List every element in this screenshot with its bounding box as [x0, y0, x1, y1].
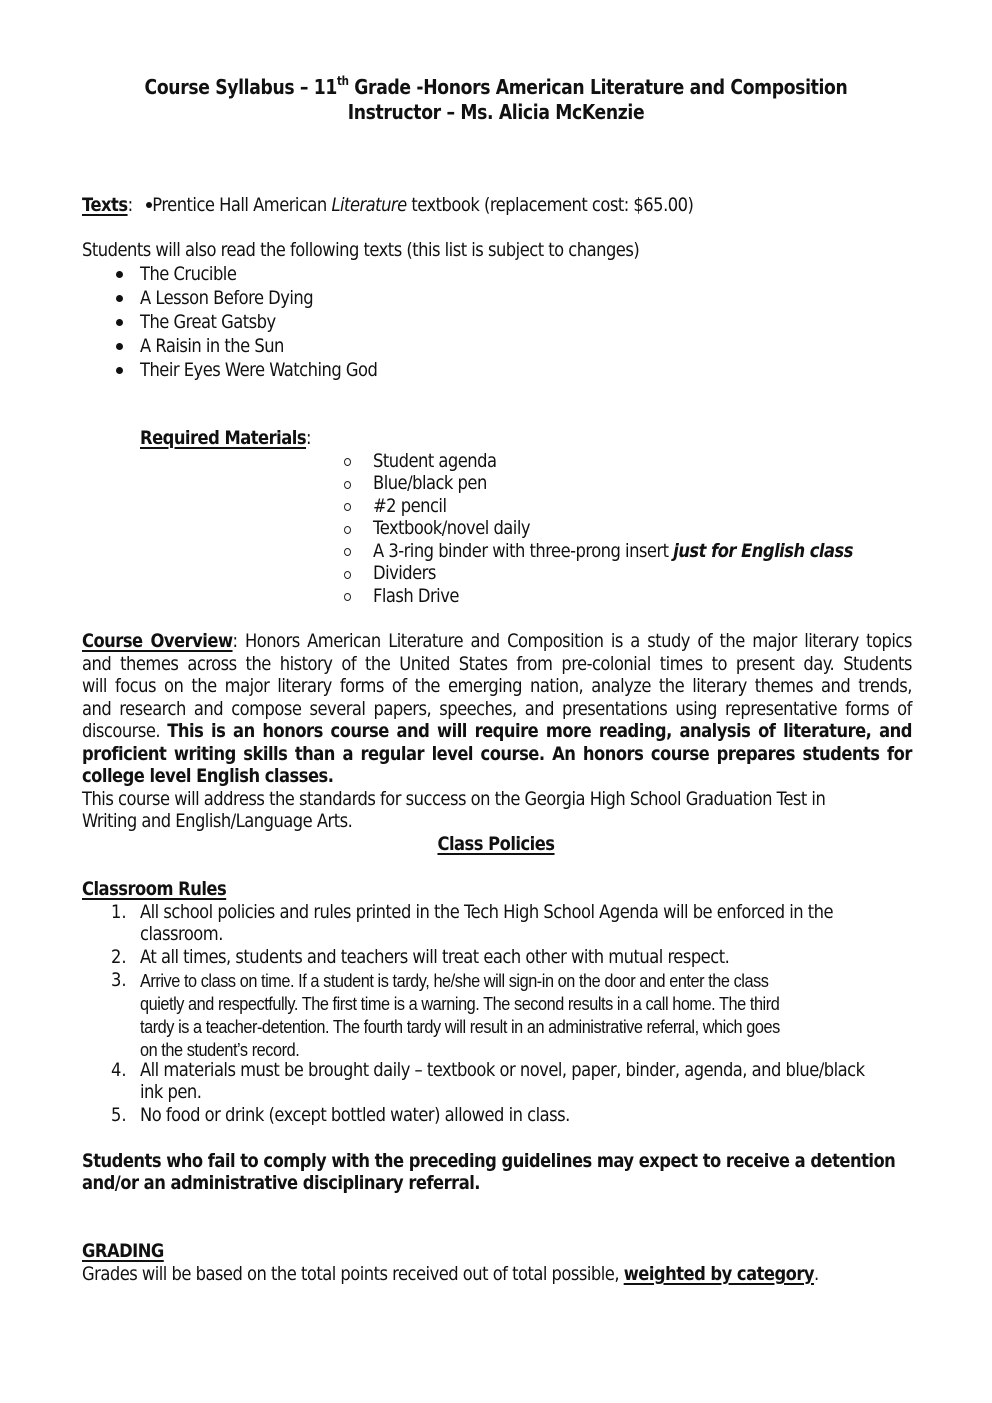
standards-line: This course will address the standards for success on the Georgia High School Graduation Test in — [82, 788, 826, 810]
rule-text: No food or drink (except bottled water) allowed in class. — [140, 1104, 570, 1126]
reading-list-item: A Lesson Before Dying — [140, 287, 314, 309]
grading-emphasis: weighted by category — [623, 1263, 815, 1285]
reading-list-item: The Great Gatsby — [140, 311, 276, 333]
rule-text: Arrive to class on time. If a student is tardy, he/she will sign-in on the door and enter the class — [140, 970, 769, 991]
rule-text: classroom. — [140, 923, 223, 945]
materials-item: Student agenda — [373, 450, 497, 472]
warning-line: and/or an administrative disciplinary referral. — [82, 1172, 480, 1194]
bullet-icon — [116, 271, 123, 278]
rule-text: tardy is a teacher-detention. The fourth tardy will result in an administrative referral, which goes — [140, 1016, 780, 1037]
materials-item: Blue/black pen — [373, 472, 487, 494]
rule-text: on the student’s record. — [140, 1039, 300, 1060]
title-superscript: th — [337, 74, 349, 88]
overview-text: discourse. — [82, 720, 168, 742]
materials-item: Flash Drive — [373, 585, 459, 607]
textbook-italic: Literature — [331, 194, 407, 216]
rule-number: 3. — [111, 969, 127, 991]
materials-heading — [140, 427, 311, 450]
textbook-name: Prentice Hall American — [152, 194, 332, 216]
circle-bullet-icon — [344, 526, 351, 534]
rule-text: quietly and respectfully. The first time is a warning. The second results in a call home. The third — [140, 993, 780, 1014]
circle-bullet-icon — [344, 548, 351, 556]
materials-item — [373, 540, 853, 563]
overview-text: Honors American Literature and Composition is a study of the major literary topics — [237, 630, 912, 652]
bullet-icon — [116, 367, 123, 374]
overview-line — [82, 720, 912, 743]
materials-item-text: A 3-ring binder with three-prong insert — [373, 540, 674, 562]
overview-label: Course Overview — [82, 630, 233, 652]
materials-item-emphasis: just for English class — [673, 540, 853, 562]
overview-line: and themes across the history of the United States from pre-colonial times to present day. Students — [82, 653, 912, 675]
grading-heading — [82, 1240, 164, 1263]
texts-colon: : — [127, 194, 133, 216]
rule-number: 5. — [111, 1104, 127, 1126]
overview-line: will focus on the major literary forms of the emerging nation, analyze the literary themes and trends, — [82, 675, 912, 697]
overview-line: proficient writing skills than a regular level course. An honors course prepares students for — [82, 743, 912, 765]
bullet-icon — [116, 343, 123, 350]
circle-bullet-icon — [344, 571, 351, 579]
instructor-line: Instructor – Ms. Alicia McKenzie — [347, 100, 645, 124]
reading-intro: Students will also read the following texts (this list is subject to changes) — [82, 239, 640, 261]
grading-label: GRADING — [82, 1240, 164, 1262]
bullet-icon — [116, 295, 123, 302]
materials-item: Textbook/novel daily — [373, 517, 531, 539]
circle-bullet-icon — [344, 481, 351, 489]
grading-period: . — [814, 1263, 819, 1285]
page-title — [69, 76, 922, 99]
classroom-rules-label: Classroom Rules — [82, 878, 227, 900]
overview-emphasis: This is an honors course and will require more reading, analysis of literature, and — [167, 720, 912, 742]
texts-label: Texts — [82, 194, 128, 216]
rule-number: 1. — [111, 901, 127, 923]
bullet-icon — [146, 202, 152, 208]
grading-description: Grades will be based on the total points received out of total possible, — [82, 1263, 624, 1285]
class-policies-label: Class Policies — [437, 833, 555, 855]
grading-text — [82, 1263, 819, 1286]
rule-text: All school policies and rules printed in the Tech High School Agenda will be enforced in the — [140, 901, 834, 923]
classroom-rules-heading — [82, 878, 226, 901]
rule-text: At all times, students and teachers will treat each other with mutual respect. — [140, 946, 730, 968]
materials-item: #2 pencil — [373, 495, 447, 517]
reading-list-item: A Raisin in the Sun — [140, 335, 284, 357]
title-prefix: Course Syllabus – 11 — [144, 75, 338, 99]
reading-list-item: Their Eyes Were Watching God — [140, 359, 378, 381]
reading-list-item: The Crucible — [140, 263, 237, 285]
overview-line — [82, 630, 912, 653]
texts-line — [82, 194, 693, 217]
overview-line: college level English classes. — [82, 765, 334, 787]
title-suffix: Grade -Honors American Literature and Composition — [348, 75, 848, 99]
rule-number: 4. — [111, 1059, 127, 1081]
warning-line: Students who fail to comply with the preceding guidelines may expect to receive a detention — [82, 1150, 896, 1172]
circle-bullet-icon — [344, 458, 351, 466]
rule-number: 2. — [111, 946, 127, 968]
bullet-icon — [116, 319, 123, 326]
circle-bullet-icon — [344, 593, 351, 601]
standards-line: Writing and English/Language Arts. — [82, 810, 353, 832]
materials-label: Required Materials — [140, 427, 307, 449]
rule-text: All materials must be brought daily – textbook or novel, paper, binder, agenda, and blue/black — [140, 1059, 865, 1081]
textbook-cost: textbook (replacement cost: $65.00) — [406, 194, 694, 216]
materials-colon: : — [306, 427, 312, 449]
rule-text: ink pen. — [140, 1081, 202, 1103]
overview-line: and research and compose several papers, speeches, and presentations using representative forms of — [82, 698, 912, 720]
class-policies-heading — [69, 833, 922, 856]
overview-colon: : — [232, 630, 238, 652]
circle-bullet-icon — [344, 503, 351, 511]
materials-item: Dividers — [373, 562, 436, 584]
